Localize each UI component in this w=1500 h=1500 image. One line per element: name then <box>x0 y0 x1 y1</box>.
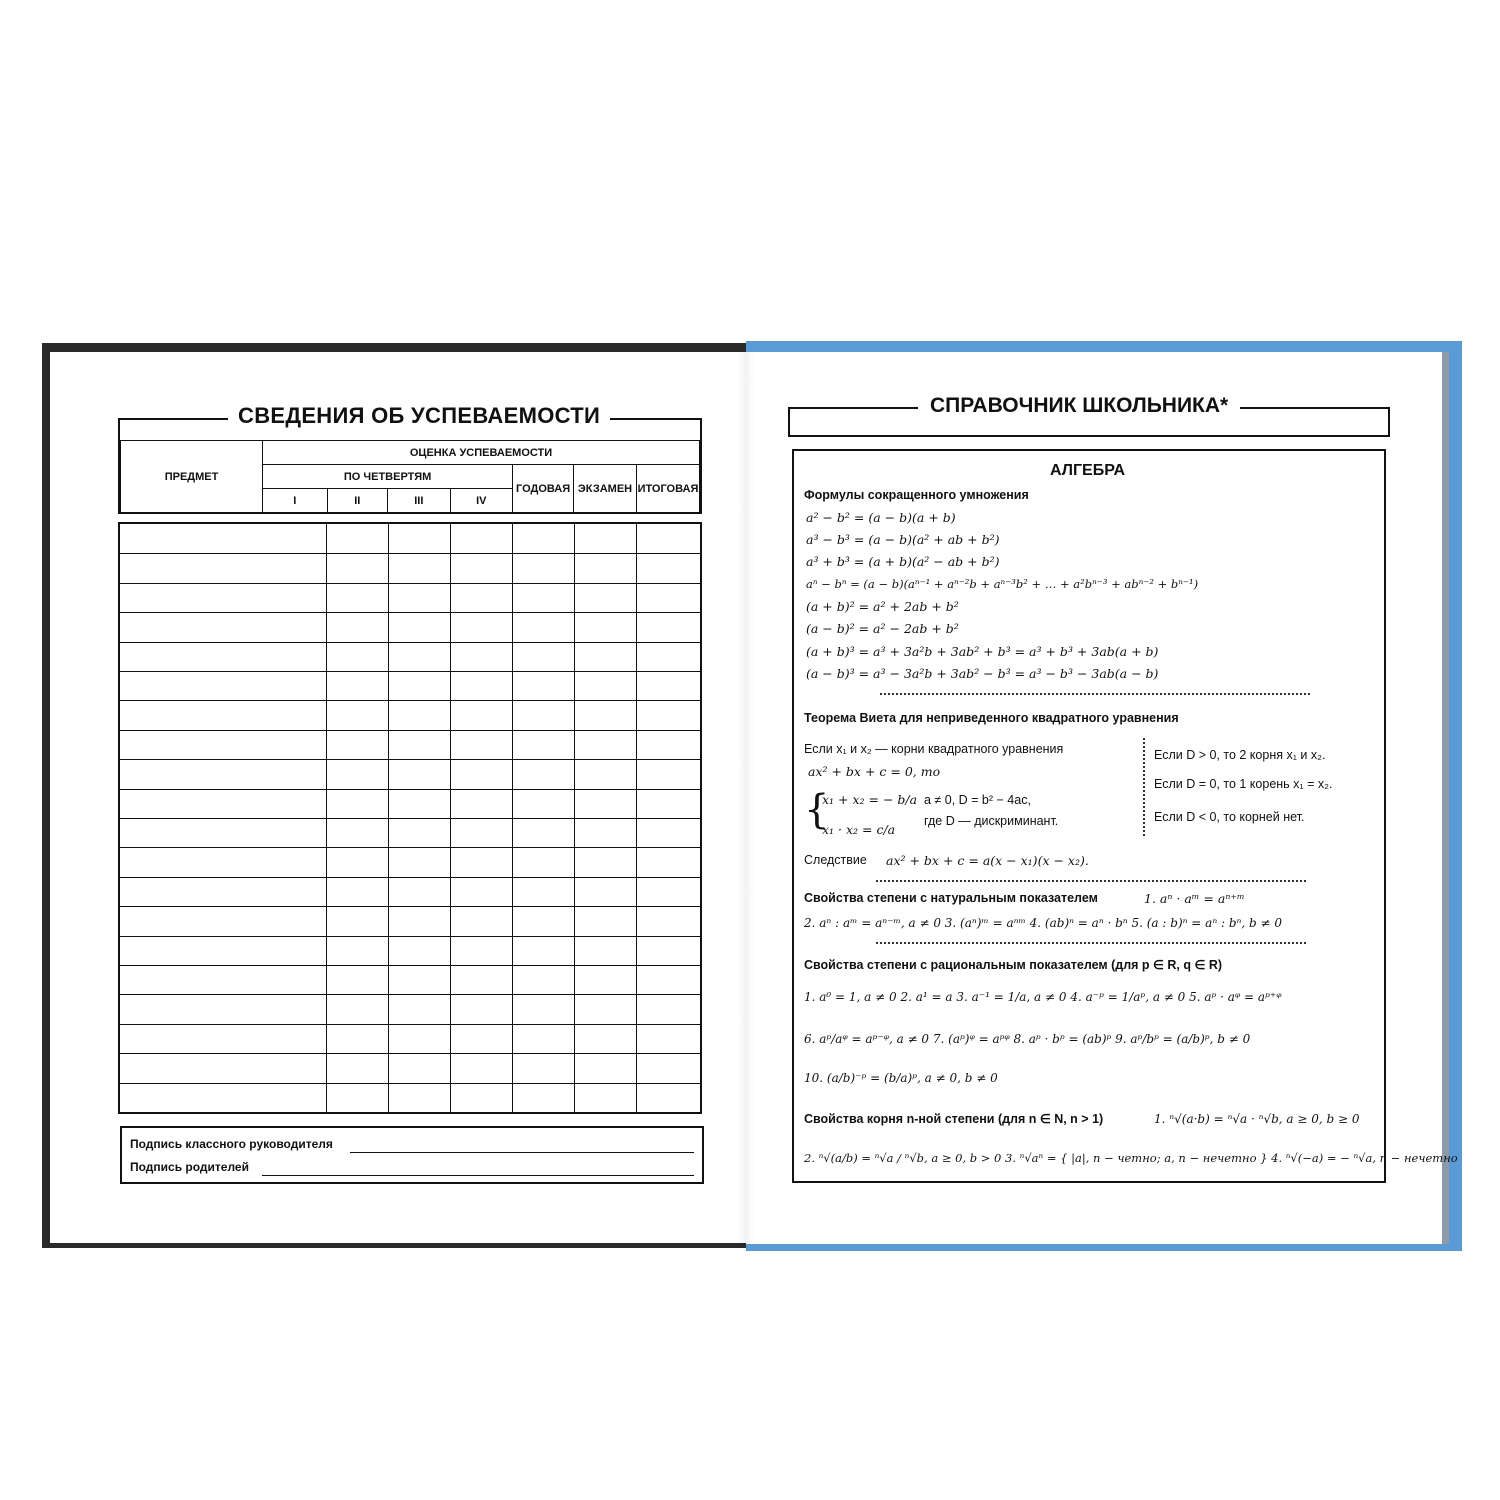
vieta-equation: ax² + bx + c = 0, то <box>808 764 941 779</box>
formula: 1. aⁿ · aᵐ = aⁿ⁺ᵐ <box>1144 891 1245 906</box>
vieta-if: Если x₁ и x₂ — корни квадратного уравнения <box>804 742 1064 756</box>
formula: (a + b)³ = a³ + 3a²b + 3ab² + b³ = a³ + b³ + 3ab(a + b) <box>806 644 1159 659</box>
grid-row-line <box>120 583 700 584</box>
formula: 6. aᵖ/aᵠ = aᵖ⁻ᵠ, a ≠ 0 7. (aᵖ)ᵠ = aᵖᵠ 8. aᵖ · bᵖ = (ab)ᵖ 9. aᵖ/bᵖ = (a/b)ᵖ, b ≠ 0 <box>804 1032 1251 1046</box>
signature-box <box>120 1126 704 1184</box>
subject-header: ПРЕДМЕТ <box>121 441 263 513</box>
grid-row-line <box>120 936 700 937</box>
quarter-3-header: III <box>388 489 451 513</box>
vieta-condition: a ≠ 0, D = b² − 4ac, <box>924 793 1031 807</box>
grid-row-line <box>120 1024 700 1025</box>
title-rule-left <box>788 407 918 409</box>
discriminant-case: Если D > 0, то 2 корня x₁ и x₂. <box>1154 748 1326 762</box>
grid-row-line <box>120 1083 700 1084</box>
formula: 1. ⁿ√(a·b) = ⁿ√a · ⁿ√b, a ≥ 0, b ≥ 0 <box>1154 1112 1360 1126</box>
left-page-title: СВЕДЕНИЯ ОБ УСПЕВАЕМОСТИ <box>228 403 610 429</box>
quarter-4-header: IV <box>450 489 513 513</box>
grid-row-line <box>120 994 700 995</box>
grid-row-line <box>120 847 700 848</box>
grid-row-line <box>120 965 700 966</box>
grid-row-line <box>120 1053 700 1054</box>
parents-signature-label: Подпись родителей <box>130 1160 249 1174</box>
formula: a³ + b³ = (a + b)(a² − ab + b²) <box>806 554 1000 569</box>
root-heading: Свойства корня n-ной степени (для n ∈ N, n > 1) <box>804 1112 1104 1126</box>
discriminant-case: Если D < 0, то корней нет. <box>1154 810 1305 824</box>
formula: (a − b)² = a² − 2ab + b² <box>806 621 959 636</box>
final-header: ИТОГОВАЯ <box>636 465 699 513</box>
annual-header: ГОДОВАЯ <box>513 465 574 513</box>
grid-row-line <box>120 818 700 819</box>
grid-row-line <box>120 612 700 613</box>
divider <box>876 880 1306 882</box>
quarter-2-header: II <box>327 489 388 513</box>
exam-header: ЭКЗАМЕН <box>574 465 637 513</box>
formula: aⁿ − bⁿ = (a − b)(aⁿ⁻¹ + aⁿ⁻²b + aⁿ⁻³b² + … + a²bⁿ⁻³ + abⁿ⁻² + bⁿ⁻¹) <box>806 577 1199 591</box>
abbr-mult-heading: Формулы сокращенного умножения <box>804 488 1029 502</box>
brace: { <box>804 787 830 833</box>
vieta-product: x₁ · x₂ = c/a <box>822 822 896 837</box>
title-rule-right <box>1232 407 1390 409</box>
rational-power-heading: Свойства степени с рациональным показателем (для p ∈ R, q ∈ R) <box>804 958 1223 972</box>
grades-grid <box>118 522 702 1114</box>
teacher-signature-label: Подпись классного руководителя <box>130 1137 333 1151</box>
divider <box>876 942 1306 944</box>
formula: a² − b² = (a − b)(a + b) <box>806 510 956 525</box>
corollary: ax² + bx + c = a(x − x₁)(x − x₂). <box>886 853 1089 868</box>
corollary-label: Следствие <box>804 853 867 867</box>
formula: a³ − b³ = (a − b)(a² + ab + b²) <box>806 532 1000 547</box>
parents-signature-line[interactable] <box>262 1175 694 1176</box>
grades-header-table <box>120 440 700 513</box>
formula: 2. ⁿ√(a/b) = ⁿ√a / ⁿ√b, a ≥ 0, b > 0 3. ⁿ√aⁿ = { |a|, n − четно; a, n − нечетно } 4. ⁿ√(−a) = − ⁿ√a, n − нечетно <box>804 1151 1458 1165</box>
formula: 2. aⁿ : aᵐ = aⁿ⁻ᵐ, a ≠ 0 3. (aⁿ)ᵐ = aⁿᵐ 4. (ab)ⁿ = aⁿ · bⁿ 5. (a : b)ⁿ = aⁿ : bⁿ, b ≠ 0 <box>804 916 1283 930</box>
vieta-heading: Теорема Виета для неприведенного квадратного уравнения <box>804 711 1179 725</box>
discriminant-case: Если D = 0, то 1 корень x₁ = x₂. <box>1154 777 1333 791</box>
formula: 10. (a/b)⁻ᵖ = (b/a)ᵖ, a ≠ 0, b ≠ 0 <box>804 1071 998 1085</box>
formula: (a − b)³ = a³ − 3a²b + 3ab² − b³ = a³ − b³ − 3ab(a − b) <box>806 666 1159 681</box>
grid-row-line <box>120 906 700 907</box>
formula: 1. a⁰ = 1, a ≠ 0 2. a¹ = a 3. a⁻¹ = 1/a, a ≠ 0 4. a⁻ᵖ = 1/aᵖ, a ≠ 0 5. aᵖ · aᵠ = aᵖ⁺ᵠ <box>804 990 1282 1004</box>
grid-row-line <box>120 700 700 701</box>
algebra-heading: АЛГЕБРА <box>1050 462 1126 479</box>
quarters-header: ПО ЧЕТВЕРТЯМ <box>263 465 513 489</box>
grid-row-line <box>120 759 700 760</box>
natural-power-heading: Свойства степени с натуральным показателем <box>804 891 1098 905</box>
page-edge <box>1442 352 1449 1244</box>
vieta-where: где D — дискриминант. <box>924 814 1059 828</box>
grid-row-line <box>120 789 700 790</box>
spine <box>738 352 754 1244</box>
quarter-1-header: I <box>263 489 327 513</box>
grid-row-line <box>120 671 700 672</box>
grades-header: ОЦЕНКА УСПЕВАЕМОСТИ <box>263 441 700 465</box>
grid-row-line <box>120 877 700 878</box>
grid-row-line <box>120 730 700 731</box>
vieta-sum: x₁ + x₂ = − b/a <box>822 792 918 807</box>
teacher-signature-line[interactable] <box>350 1152 694 1153</box>
right-page-title: СПРАВОЧНИК ШКОЛЬНИКА* <box>918 394 1240 418</box>
formula: (a + b)² = a² + 2ab + b² <box>806 599 959 614</box>
grid-row-line <box>120 642 700 643</box>
grid-row-line <box>120 553 700 554</box>
divider <box>880 693 1310 695</box>
divider <box>1143 738 1145 836</box>
